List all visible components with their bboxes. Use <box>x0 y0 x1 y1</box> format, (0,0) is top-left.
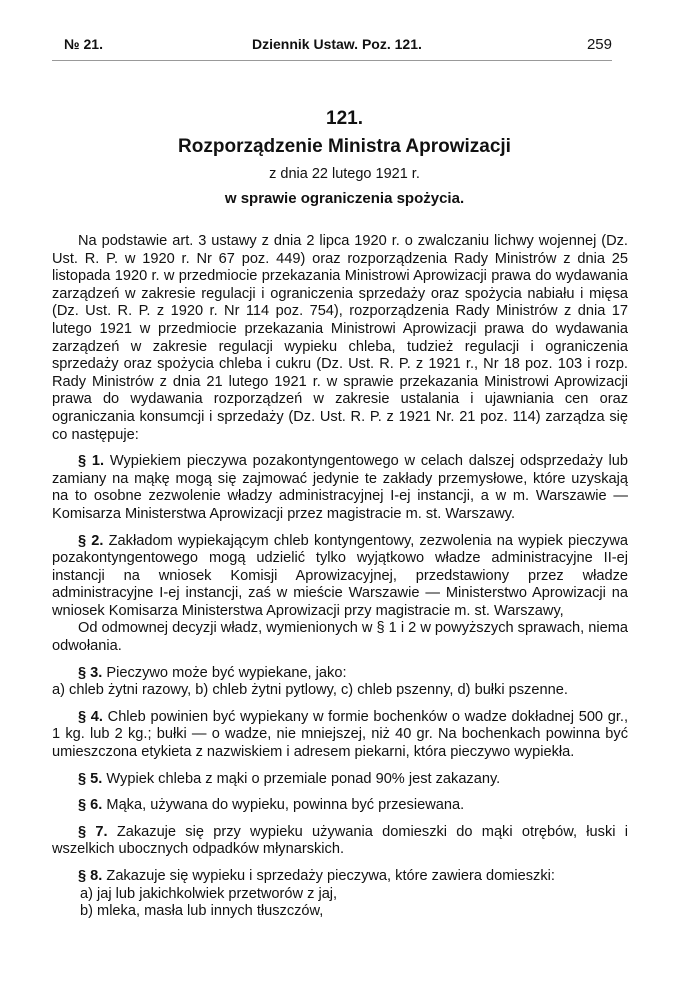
section-3: § 3. Pieczywo może być wypiekane, jako: a) chleb żytni razowy, b) chleb żytni pytlowy, c) chleb pszenny, d) bułki pszenne. <box>52 664 568 699</box>
act-number: 121. <box>326 108 363 129</box>
running-header <box>52 36 612 58</box>
journal-title: Dziennik Ustaw. Poz. 121. <box>252 36 422 52</box>
act-body <box>52 233 628 921</box>
section-2-appeal: Od odmownej decyzji władz, wymienionych w § 1 i 2 w powyższych sprawach, niema odwołania. <box>52 620 628 655</box>
act-date: z dnia 22 lutego 1921 r. <box>269 166 420 182</box>
section-5: § 5. Wypiek chleba z mąki o przemiale ponad 90% jest zakazany. <box>78 770 501 787</box>
act-subject: w sprawie ograniczenia spożycia. <box>224 190 465 207</box>
section-8: § 8. Zakazuje się wypieku i sprzedaży pieczywa, które zawiera domieszki: <box>78 868 555 884</box>
list-item: a) jaj lub jakichkolwiek przetworów z jaj, <box>80 885 338 902</box>
header-divider <box>52 60 612 61</box>
section-7: § 7. Zakazuje się przy wypieku używania domieszki do mąki otrębów, łuski i wszelkich ubocznych odpadków młynarskich. <box>52 823 628 858</box>
act-title-block <box>0 108 689 207</box>
section-2: § 2. Zakładom wypiekającym chleb kontyngentowy, zezwolenia na wypiek pieczywa pozakontyngentowego mogą udzielić tylko wyjątkowo władze administracyjne II-ej instancji na wniosek Komisji Aprowizacyjnej, przedstawiony przez władze administracyjne I-ej instancji, zaś w mieście Warszawie — Ministerstwo Aprowizacji na wniosek Komisarza Ministerstwa Aprowizacji przy magistracie m. st. Warszawy, <box>52 532 628 619</box>
section-1: § 1. Wypiekiem pieczywa pozakontyngentowego w celach dalszej odsprzedaży lub zamiany na mąkę mogą się zajmować jedynie te zakłady przemysłowe, które uzyskają na to osobne zezwolenie władzy administracyjnej I-ej instancji, a w m. Warszawie — Komisarza Ministerstwa Aprowizacji przez magistracie m. st. Warszawy. <box>52 453 628 522</box>
act-heading: Rozporządzenie Ministra Aprowizacji <box>178 136 511 157</box>
section-4: § 4. Chleb powinien być wypiekany w formie bochenków o wadze dokładnej 500 gr., 1 kg. lub 2 kg.; bułki — o wadze, nie mniejszej, niż 40 gr. Na bochenkach powinna być umieszczona etykieta z nazwiskiem i adresem piekarni, która pieczywo wypiekła. <box>52 708 629 761</box>
section-6: § 6. Mąka, używana do wypieku, powinna być przesiewana. <box>78 797 465 814</box>
list-item: b) mleka, masła lub innych tłuszczów, <box>80 903 324 920</box>
preamble: Na podstawie art. 3 ustawy z dnia 2 lipca 1920 r. o zwalczaniu lichwy wojennej (Dz. Ust. R. P. w 1920 r. Nr 67 poz. 449) oraz rozporządzenia Rady Ministrów z dnia 25 listopada 1920 r. w przedmiocie przekazania Ministrowi Aprowizacji prawa do wydawania zarządzeń w zakresie regulacji i ograniczenia sprzedaży oraz spożycia nabiału i mięsa (Dz. Ust. R. P. z 1920 r. Nr 114 poz. 754), rozporządzenia Rady Ministrów z dnia 17 lutego 1921 w przedmiocie przekazania Ministrowi Aprowizacji prawa do wydawania zarządzeń w zakresie regulacji wypieku chleba, tudzież regulacji i ograniczenia sprzedaży oraz spożycia chleba i cukru (Dz. Ust. R. P. z 1921 r., Nr 18 poz. 103 i rozp. Rady Ministrów z dnia 21 lutego 1921 r. w sprawie przekazania Ministrowi Aprowizacji prawa do wydawania rozporządzeń w zakresie ustalania i ujawniania cen oraz ograniczania konsumcji i sprzedaży (Dz. Ust. R. P. z 1921 Nr. 21 poz. 114) zarządza się co następuje: <box>52 233 628 443</box>
issue-number: № 21. <box>64 36 103 52</box>
page-number: 259 <box>586 36 612 53</box>
